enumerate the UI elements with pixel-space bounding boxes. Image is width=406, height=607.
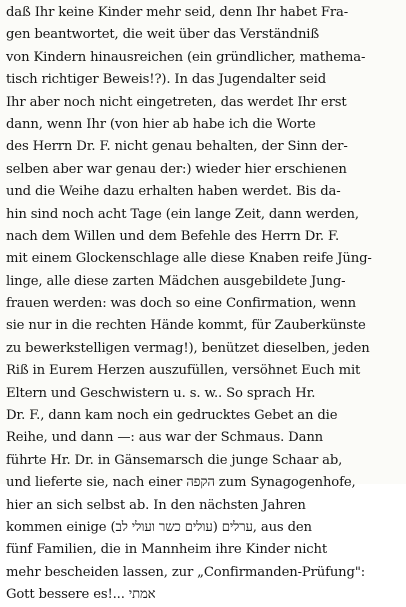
text-line-23: hier an sich selbst ab. In den nächsten Jahren — [6, 497, 306, 513]
text-line-11: nach dem Willen und dem Befehle des Herrn Dr. F. — [6, 228, 339, 244]
text-line-19: Dr. F., dann kam noch ein gedrucktes Gebet an die — [6, 408, 338, 424]
text-line-27: Gott bessere es!... אמתי — [6, 587, 156, 603]
text-line-5: Ihr aber noch nicht eingetreten, das werdet Ihr erst — [6, 94, 347, 110]
text-line-9: und die Weihe dazu erhalten haben werdet. Bis da- — [6, 184, 341, 200]
text-line-17: Riß in Eurem Herzen auszufüllen, versöhnet Euch mit — [6, 363, 361, 379]
text-line-12: mit einem Glockenschlage alle diese Knaben reife Jüng- — [6, 251, 372, 267]
text-column — [6, 2, 400, 607]
text-line-7: des Herrn Dr. F. nicht genau behalten, der Sinn der- — [6, 139, 348, 155]
text-line-25: fünf Familien, die in Mannheim ihre Kinder nicht — [6, 542, 328, 558]
text-line-16: zu bewerkstelligen vermag!), benützet dieselben, jeden — [6, 340, 370, 356]
text-line-20: Reihe, und dann —: aus war der Schmaus. Dann — [6, 430, 324, 446]
text-line-22: und lieferte sie, nach einer הקפה zum Synagogenhofe, — [6, 475, 356, 491]
text-line-2: gen beantwortet, die weit über das Verständniß — [6, 27, 320, 43]
text-line-4: tisch richtiger Beweis!?). In das Jugendalter seid — [6, 72, 327, 88]
text-line-10: hin sind noch acht Tage (ein lange Zeit, dann werden, — [6, 206, 359, 222]
text-line-6: dann, wenn Ihr (von hier ab habe ich die Worte — [6, 116, 316, 132]
text-line-8: selben aber war genau der:) wieder hier erschienen — [6, 161, 347, 177]
text-line-24: kommen einige (עולים כשר ועולי לב) ערלים, aus den — [6, 519, 312, 535]
text-line-26: mehr bescheiden lassen, zur „Confirmanden-Prüfung": — [6, 564, 366, 580]
text-line-1: daß Ihr keine Kinder mehr seid, denn Ihr habet Fra- — [6, 5, 349, 20]
text-line-18: Eltern und Geschwistern u. s. w.. So sprach Hr. — [6, 385, 316, 401]
text-line-15: sie nur in die rechten Hände kommt, für Zauberkünste — [6, 318, 366, 334]
text-line-3: von Kindern hinausreichen (ein gründlicher, mathema- — [6, 49, 366, 65]
text-line-13: linge, alle diese zarten Mädchen ausgebildete Jung- — [6, 273, 346, 289]
text-line-14: frauen werden: was doch so eine Confirmation, wenn — [6, 296, 356, 312]
text-line-21: führte Hr. Dr. in Gänsemarsch die junge Schaar ab, — [6, 452, 343, 468]
